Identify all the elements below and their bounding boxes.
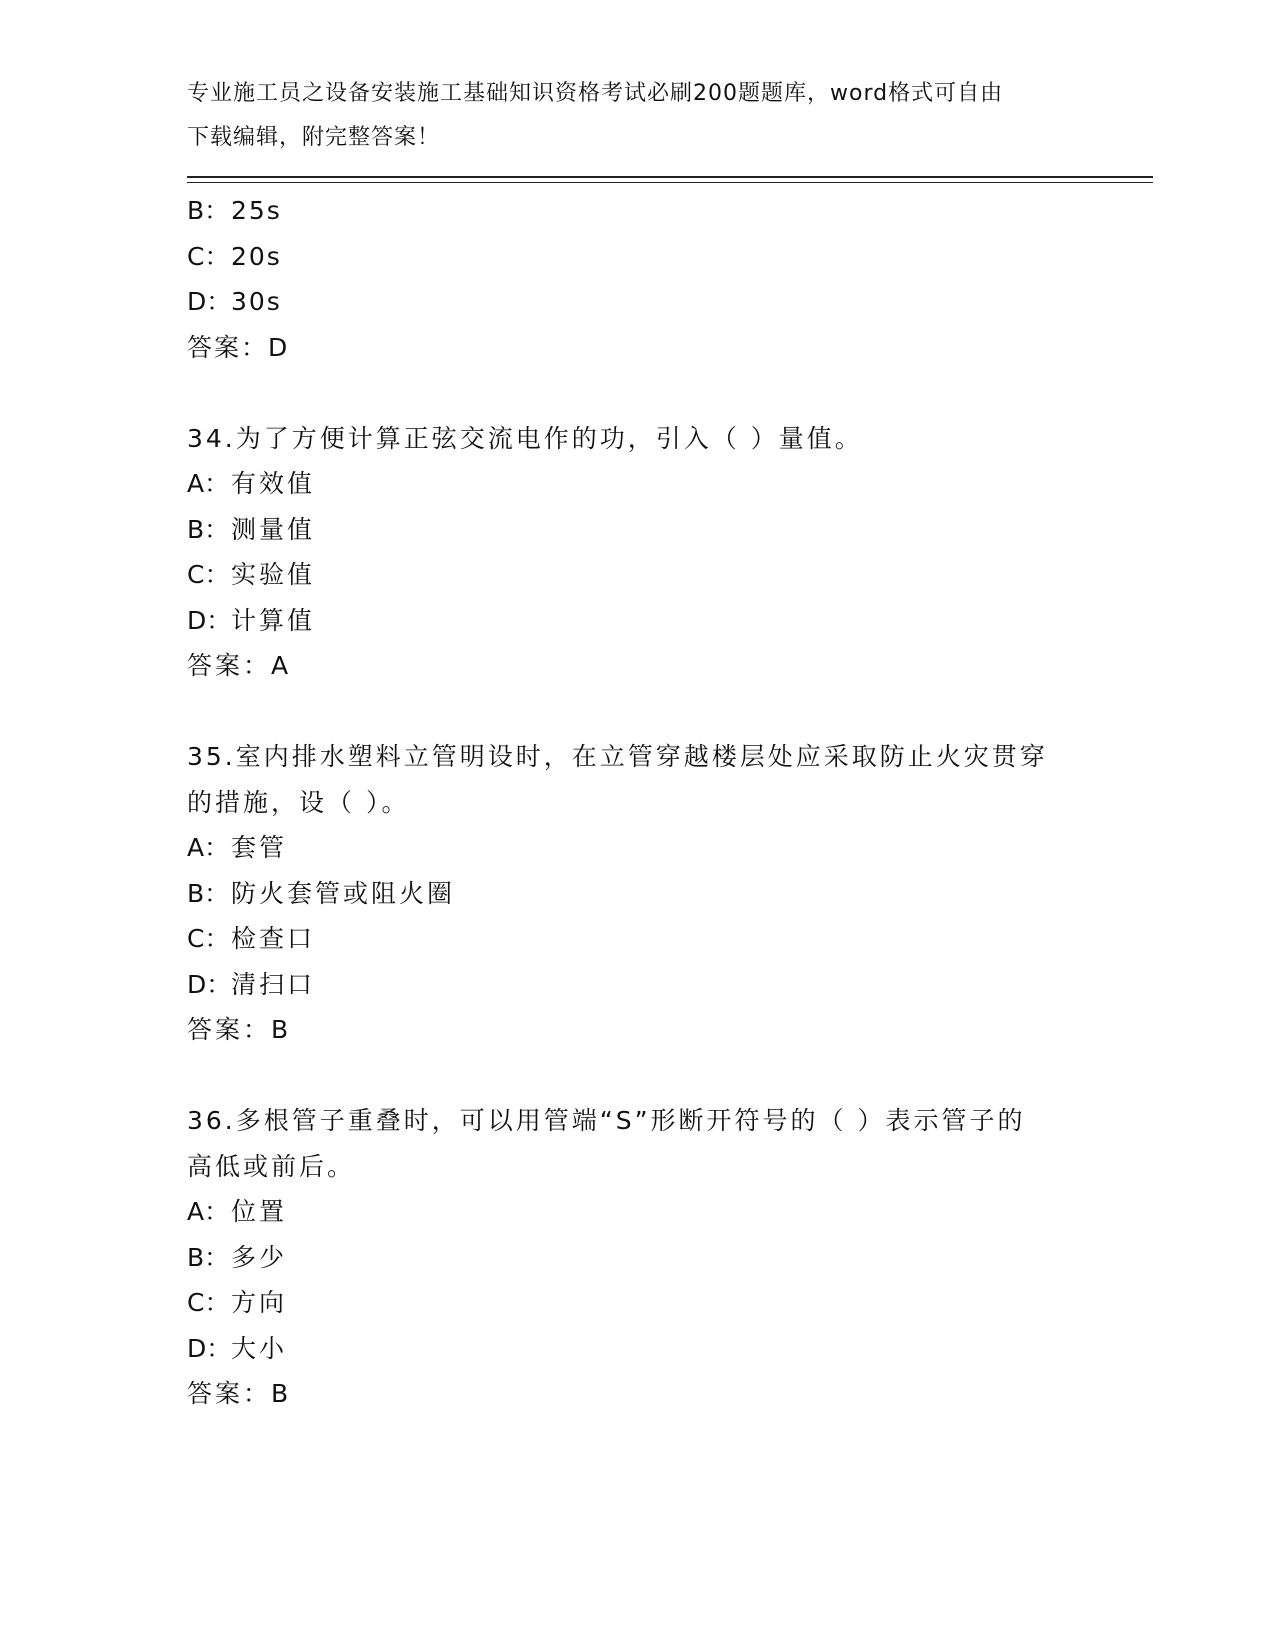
option-text: 大小 [231, 1333, 288, 1363]
option-label: A： [187, 833, 230, 862]
option-b [187, 188, 1087, 234]
option-text: 检查口 [231, 924, 316, 953]
option-label: D： [187, 287, 232, 316]
option-label: C： [187, 924, 230, 953]
option-label: A： [187, 469, 230, 498]
question-text-continued: 高低或前后。 [187, 1151, 356, 1181]
option-text: 套管 [231, 833, 288, 862]
question-text: 36.多根管子重叠时，可以用管端“S”形断开符号的（ ）表示管子的 [187, 1106, 1026, 1135]
question-36 [187, 1098, 1087, 1417]
header-divider [187, 176, 1153, 183]
option-d [187, 1326, 1087, 1372]
option-a [187, 461, 1087, 507]
option-label: B： [187, 1242, 230, 1272]
question-text-continued: 的措施，设（ ）。 [187, 787, 410, 817]
option-text: 实验值 [231, 560, 316, 589]
question-text: 34.为了方便计算正弦交流电作的功，引入（ ）量值。 [187, 423, 863, 453]
option-d [187, 598, 1087, 644]
option-text: 多少 [231, 1242, 288, 1272]
header-title-line-2: 下载编辑，附完整答案！ [187, 125, 441, 150]
option-label: C： [187, 241, 230, 271]
header-title-line-1: 专业施工员之设备安装施工基础知识资格考试必刷200题题库，word格式可自由 [187, 81, 1004, 106]
answer-line: 答案：A [187, 651, 292, 680]
option-text: 30s [231, 287, 282, 316]
option-c [187, 552, 1087, 598]
question-34 [187, 416, 1087, 689]
answer-line: 答案：D [187, 332, 290, 362]
option-label: A： [187, 1197, 230, 1226]
option-label: D： [187, 969, 232, 999]
option-text: 位置 [231, 1197, 288, 1226]
option-b [187, 1235, 1087, 1281]
option-label: C： [187, 560, 230, 589]
option-label: B： [187, 878, 230, 908]
answer-line: 答案：B [187, 1379, 292, 1408]
option-text: 清扫口 [231, 969, 316, 999]
option-label: C： [187, 1288, 230, 1317]
option-a [187, 1189, 1087, 1235]
option-text: 20s [231, 241, 282, 271]
option-b [187, 507, 1087, 553]
option-text: 25s [231, 196, 282, 225]
previous-question-tail [187, 188, 1087, 370]
option-text: 方向 [231, 1288, 288, 1317]
question-35 [187, 734, 1087, 1053]
option-a [187, 825, 1087, 871]
option-b [187, 871, 1087, 917]
option-label: B： [187, 514, 230, 544]
option-text: 有效值 [231, 469, 316, 498]
option-text: 计算值 [231, 605, 316, 635]
question-list [187, 188, 1087, 1417]
question-text: 35.室内排水塑料立管明设时，在立管穿越楼层处应采取防止火灾贯穿 [187, 742, 1048, 771]
option-d [187, 279, 1087, 325]
option-c [187, 1280, 1087, 1326]
option-label: B： [187, 196, 230, 225]
option-text: 防火套管或阻火圈 [231, 878, 456, 908]
option-text: 测量值 [231, 514, 316, 544]
option-label: D： [187, 1333, 232, 1363]
option-c [187, 916, 1087, 962]
option-label: D： [187, 605, 232, 635]
answer-line: 答案：B [187, 1015, 292, 1044]
option-d [187, 962, 1087, 1008]
option-c [187, 234, 1087, 280]
document-header [187, 72, 1067, 160]
